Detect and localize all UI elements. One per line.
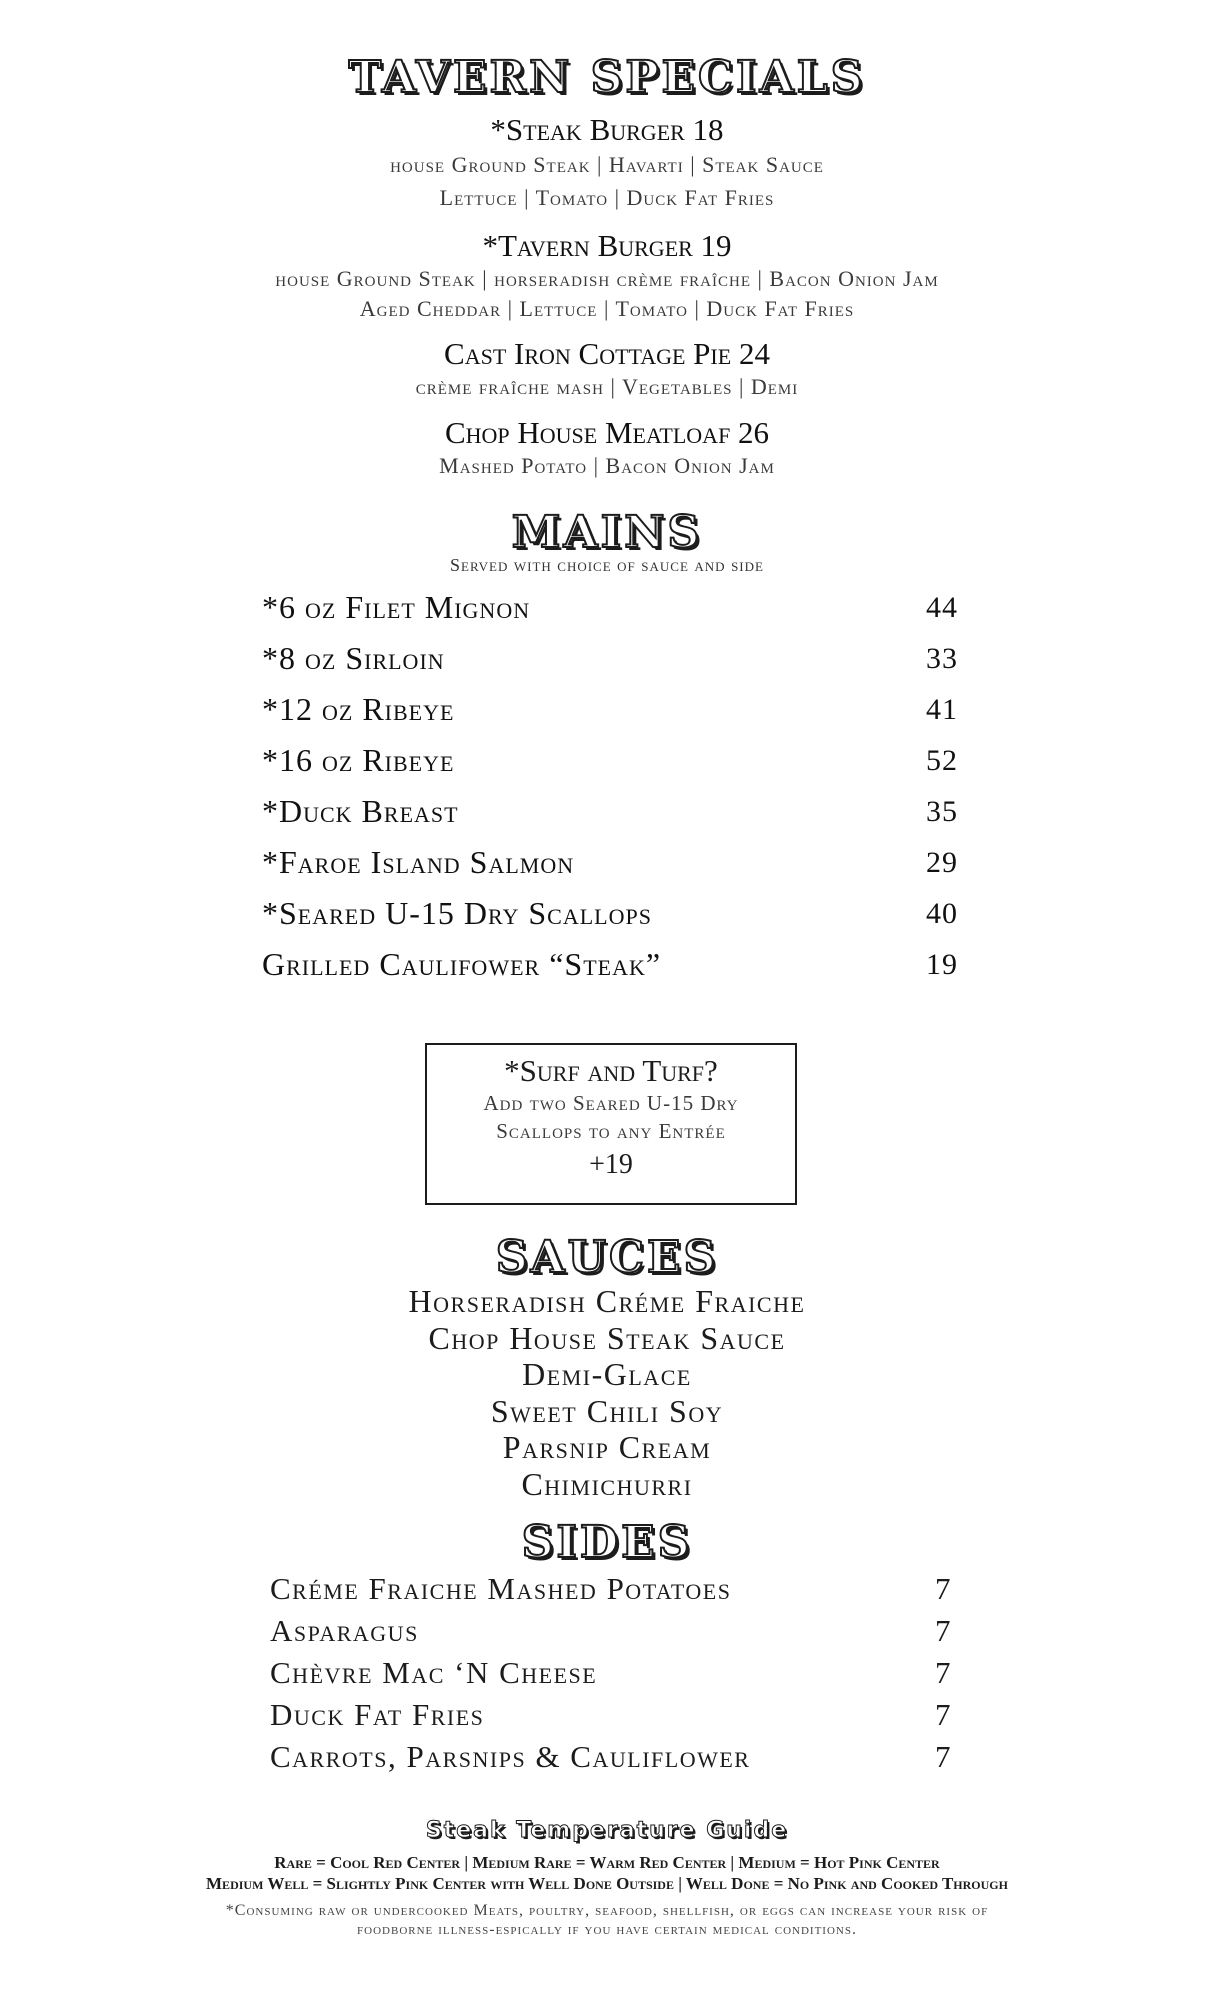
menu-item <box>262 684 958 735</box>
side-item <box>270 1652 952 1694</box>
health-disclaimer: *Consuming raw or undercooked Meats, poultry, seafood, shellfish, or eggs can increase your risk of <box>225 1902 989 1919</box>
menu-item-name: *8 oz Sirloin <box>262 640 445 676</box>
sauces-list <box>0 1283 1214 1502</box>
surf-and-turf-price: +19 <box>589 1149 633 1180</box>
menu-item-name: *Faroe Island Salmon <box>262 844 575 880</box>
sauce-item: Parsnip Cream <box>502 1429 712 1465</box>
menu-item-name: *6 oz Filet Mignon <box>262 589 531 625</box>
temperature-guide-heading: Steak Temperature Guide <box>425 1818 789 1843</box>
special-name: Chop House Meatloaf 26 <box>444 415 770 450</box>
special-description: crème fraîche mash | Vegetables | Demi <box>415 374 799 399</box>
sauce-item: Chop House Steak Sauce <box>428 1319 786 1356</box>
menu-item-name: *12 oz Ribeye <box>262 691 455 727</box>
special-description: Lettuce | Tomato | Duck Fat Fries <box>439 185 775 210</box>
menu-item-price: 41 <box>926 692 958 726</box>
surf-and-turf-description: Scallops to any Entrée <box>496 1119 726 1143</box>
surf-and-turf-box <box>425 1043 797 1205</box>
side-item-price: 7 <box>935 1613 952 1648</box>
menu-item <box>262 939 958 990</box>
menu-item-price: 44 <box>926 590 958 624</box>
special-description: house Ground Steak | Havarti | Steak Sauce <box>390 152 824 177</box>
menu-item <box>262 786 958 837</box>
side-item <box>270 1568 952 1610</box>
menu-item-price: 40 <box>926 896 958 930</box>
special-item-tavern-burger <box>0 228 1214 324</box>
menu-item <box>262 582 958 633</box>
sauce-item: Sweet Chili Soy <box>490 1392 724 1429</box>
special-name: *Tavern Burger 19 <box>482 228 732 263</box>
menu-item-price: 52 <box>926 743 958 777</box>
temperature-guide-line: Rare = Cool Red Center | Medium Rare = Warm Red Center | Medium = Hot Pink Center <box>274 1853 940 1872</box>
health-disclaimer: foodborne illness-espically if you have certain medical conditions. <box>357 1921 857 1938</box>
special-item-steak-burger <box>0 112 1214 214</box>
special-name: *Steak Burger 18 <box>490 112 724 147</box>
side-item-name: Asparagus <box>270 1613 419 1648</box>
menu-item-price: 35 <box>926 794 958 828</box>
side-item <box>270 1694 952 1736</box>
side-item <box>270 1736 952 1778</box>
special-name: Cast Iron Cottage Pie 24 <box>444 336 770 371</box>
special-item-cottage-pie <box>0 336 1214 402</box>
side-item-price: 7 <box>935 1739 952 1774</box>
temperature-guide-line: Medium Well = Slightly Pink Center with Well Done Outside | Well Done = No Pink and Cooked Through <box>206 1874 1008 1893</box>
menu-item <box>262 888 958 939</box>
menu-item-name: *Seared U-15 Dry Scallops <box>262 895 652 931</box>
sides-list <box>270 1568 952 1778</box>
side-item <box>270 1610 952 1652</box>
menu-item-price: 19 <box>926 947 958 981</box>
surf-and-turf-title: *Surf and Turf? <box>504 1053 718 1088</box>
menu-item-price: 29 <box>926 845 958 879</box>
special-description: Aged Cheddar | Lettuce | Tomato | Duck Fat Fries <box>359 296 855 321</box>
mains-note: Served with choice of sauce and side <box>450 555 764 575</box>
sauces-heading: SAUCES <box>495 1232 719 1283</box>
side-item-name: Créme Fraiche Mashed Potatoes <box>270 1571 732 1606</box>
menu-item-price: 33 <box>926 641 958 675</box>
side-item-price: 7 <box>935 1655 952 1690</box>
menu-item <box>262 735 958 786</box>
surf-and-turf-description: Add two Seared U-15 Dry <box>483 1091 739 1115</box>
menu-item <box>262 837 958 888</box>
special-description: Mashed Potato | Bacon Onion Jam <box>439 453 775 478</box>
special-description: house Ground Steak | horseradish crème fraîche | Bacon Onion Jam <box>275 266 939 291</box>
menu-item <box>262 633 958 684</box>
menu-item-name: *16 oz Ribeye <box>262 742 455 778</box>
side-item-name: Duck Fat Fries <box>270 1697 485 1732</box>
sides-heading: SIDES <box>521 1517 693 1568</box>
sauce-item: Chimichurri <box>521 1465 693 1502</box>
menu-item-name: *Duck Breast <box>262 793 459 829</box>
special-item-meatloaf <box>0 415 1214 481</box>
sauce-item: Horseradish Créme Fraiche <box>408 1283 806 1319</box>
mains-list <box>262 582 958 990</box>
side-item-name: Carrots, Parsnips & Cauliflower <box>270 1739 751 1774</box>
menu-item-name: Grilled Caulifower “Steak” <box>262 946 662 982</box>
tavern-specials-heading: TAVERN SPECIALS <box>348 52 866 103</box>
side-item-price: 7 <box>935 1697 952 1732</box>
side-item-price: 7 <box>935 1571 952 1606</box>
side-item-name: Chèvre Mac ‘N Cheese <box>270 1655 598 1690</box>
sauce-item: Demi-Glace <box>522 1356 692 1392</box>
mains-heading: MAINS <box>511 507 703 558</box>
